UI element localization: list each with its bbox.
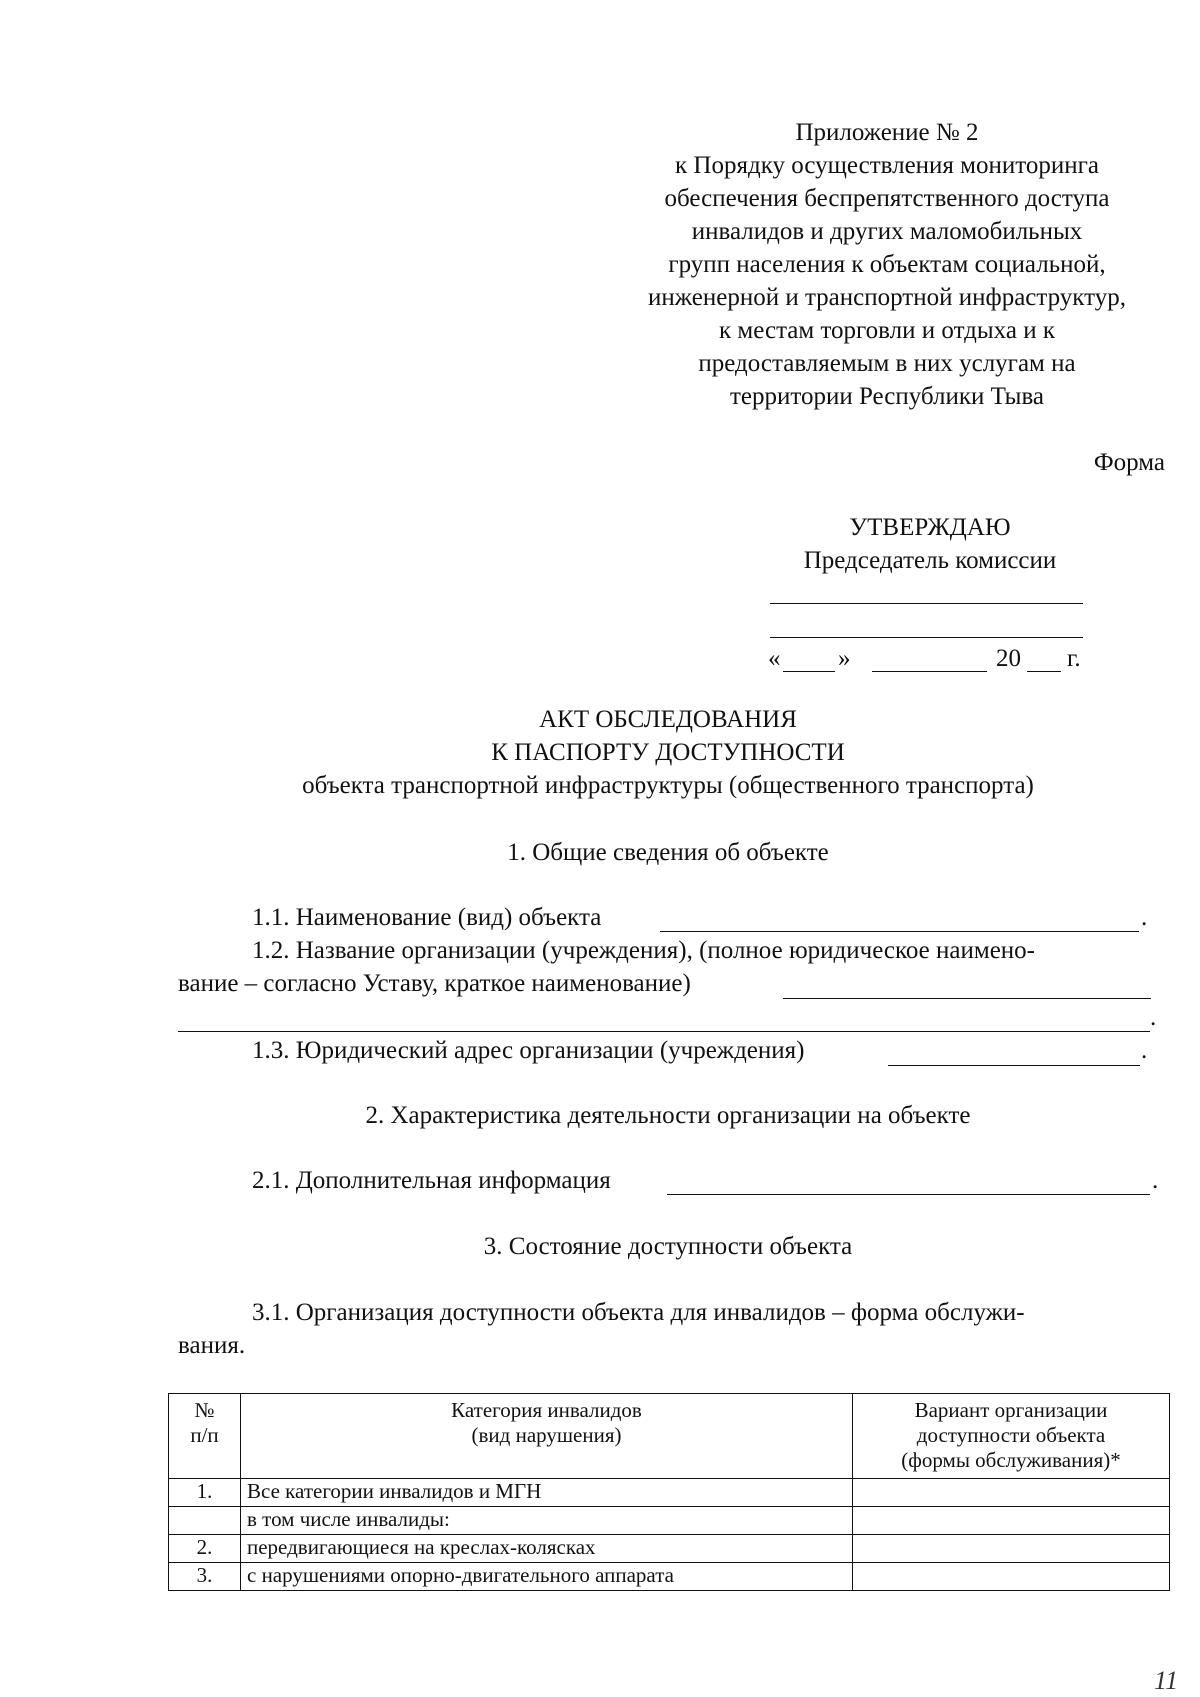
year-line [1027, 671, 1061, 672]
row-variant [853, 1479, 1170, 1507]
row-category: Все категории инвалидов и МГН [241, 1479, 853, 1507]
item-1-3-fill-line [888, 1065, 1140, 1066]
table-row [169, 1535, 1170, 1563]
row-category: с нарушениями опорно-двигательного аппарата [241, 1563, 853, 1591]
appendix-line: предоставляемым в них услугам на [698, 350, 1076, 377]
appendix-title: Приложение № 2 [795, 119, 979, 146]
date-open-quote: « [768, 645, 781, 672]
item-1-2-label: 1.2. Название организации (учреждения), (полное юридическое наимено- [252, 937, 1036, 964]
service-forms-table [168, 1393, 1170, 1591]
row-variant [853, 1507, 1170, 1535]
name-line [770, 637, 1083, 638]
act-title-line1: АКТ ОБСЛЕДОВАНИЯ [539, 706, 797, 733]
item-1-2-label-cont: вание – согласно Уставу, краткое наименование) [178, 970, 691, 997]
item-1-3-label: 1.3. Юридический адрес организации (учреждения) [252, 1037, 805, 1064]
row-variant [853, 1535, 1170, 1563]
item-1-1-fill-line [660, 931, 1139, 932]
row-category: в том числе инвалиды: [241, 1507, 853, 1535]
table-row [169, 1507, 1170, 1535]
day-line [783, 671, 835, 672]
header-num: № п/п [169, 1394, 241, 1479]
item-3-1-label: 3.1. Организация доступности объекта для инвалидов – форма обслужи- [252, 1299, 1025, 1326]
row-num: 2. [169, 1535, 241, 1563]
chairman-label: Председатель комиссии [803, 547, 1057, 574]
appendix-line: инженерной и транспортной инфраструктур, [648, 284, 1126, 311]
appendix-line: к местам торговли и отдыха и к [719, 317, 1055, 344]
row-num [169, 1507, 241, 1535]
appendix-line: инвалидов и других маломобильных [691, 218, 1083, 245]
approval-title: УТВЕРЖДАЮ [849, 514, 1011, 541]
header-category: Категория инвалидов (вид нарушения) [241, 1394, 853, 1479]
table-row [169, 1563, 1170, 1591]
month-line [872, 671, 987, 672]
row-num: 3. [169, 1563, 241, 1591]
page-number: 11 [1154, 1666, 1179, 1695]
date-close-quote: » [838, 645, 851, 672]
appendix-line: групп населения к объектам социальной, [668, 251, 1106, 278]
act-title-line2: К ПАСПОРТУ ДОСТУПНОСТИ [491, 739, 845, 766]
section3-heading: 3. Состояние доступности объекта [483, 1233, 853, 1260]
section1-heading: 1. Общие сведения об объекте [507, 839, 829, 866]
year-suffix: г. [1067, 645, 1081, 672]
item-3-1-label-cont: вания. [178, 1332, 246, 1359]
appendix-line: к Порядку осуществления мониторинга [675, 152, 1099, 179]
year-prefix: 20 [996, 645, 1021, 672]
row-category: передвигающиеся на креслах-колясках [241, 1535, 853, 1563]
item-1-2-fill-line [783, 998, 1151, 999]
item-1-1-label: 1.1. Наименование (вид) объекта [252, 904, 602, 931]
form-label: Форма [1093, 449, 1165, 476]
appendix-line: обеспечения беспрепятственного доступа [664, 185, 1110, 212]
signature-line [770, 603, 1083, 604]
table-header-row [169, 1394, 1170, 1479]
row-variant [853, 1563, 1170, 1591]
appendix-line: территории Республики Тыва [729, 383, 1045, 410]
section2-heading: 2. Характеристика деятельности организации на объекте [365, 1102, 971, 1129]
item-2-1-fill-line [667, 1194, 1150, 1195]
item-2-1-label: 2.1. Дополнительная информация [252, 1167, 611, 1194]
table-row [169, 1479, 1170, 1507]
header-variant: Вариант организации доступности объекта (формы обслуживания)* [853, 1394, 1170, 1479]
row-num: 1. [169, 1479, 241, 1507]
act-subtitle: объекта транспортной инфраструктуры (общественного транспорта) [302, 772, 1034, 799]
item-1-2-fill-line-2 [178, 1031, 1150, 1032]
